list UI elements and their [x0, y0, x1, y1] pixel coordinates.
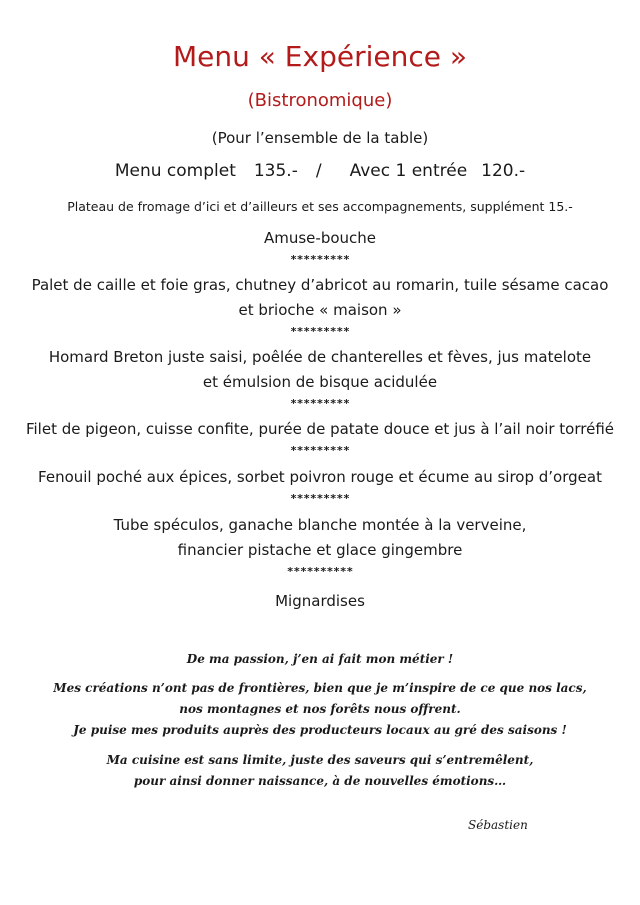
course-dessert-line1: Tube spéculos, ganache blanche montée à la verveine,	[113, 516, 527, 534]
table-note: (Pour l’ensemble de la table)	[211, 129, 429, 147]
quote-line: nos montagnes et nos forêts nous offrent.	[179, 702, 461, 716]
quote-line: pour ainsi donner naissance, à de nouvelles émotions…	[133, 774, 507, 788]
course-quail-foie-gras-line2: et brioche « maison »	[238, 301, 402, 319]
course-amuse-bouche: Amuse-bouche	[263, 229, 377, 247]
chef-signature: Sébastien	[468, 818, 528, 832]
course-separator: **********	[286, 565, 354, 578]
cheese-supplement: Plateau de fromage d’ici et d’ailleurs et ses accompagnements, supplément 15.-	[67, 199, 573, 214]
price-one-starter: 120.-	[481, 161, 526, 181]
course-lobster-line1: Homard Breton juste saisi, poêlée de chanterelles et fèves, jus matelote	[48, 348, 592, 366]
course-lobster-line2: et émulsion de bisque acidulée	[202, 373, 438, 391]
course-separator: *********	[290, 492, 350, 505]
price-line	[0, 161, 640, 181]
quote-line: Je puise mes produits auprès des producteurs locaux au gré des saisons !	[73, 723, 567, 737]
course-separator: *********	[290, 325, 350, 338]
price-one-starter-label: Avec 1 entrée	[349, 161, 468, 181]
price-full: 135.-	[253, 161, 298, 181]
course-fennel: Fenouil poché aux épices, sorbet poivron rouge et écume au sirop d’orgeat	[38, 468, 602, 486]
course-mignardises: Mignardises	[275, 592, 365, 610]
course-separator: *********	[290, 444, 350, 457]
menu-subtitle: (Bistronomique)	[247, 90, 393, 111]
price-full-label: Menu complet	[114, 161, 236, 181]
quote-line: De ma passion, j’en ai fait mon métier !	[186, 652, 454, 666]
course-separator: *********	[290, 253, 350, 266]
price-separator: /	[315, 161, 322, 181]
course-dessert-line2: financier pistache et glace gingembre	[177, 541, 463, 559]
quote-line: Ma cuisine est sans limite, juste des saveurs qui s’entremêlent,	[106, 753, 534, 767]
course-quail-foie-gras-line1: Palet de caille et foie gras, chutney d’abricot au romarin, tuile sésame cacao	[31, 276, 609, 294]
course-separator: *********	[290, 397, 350, 410]
course-pigeon: Filet de pigeon, cuisse confite, purée de patate douce et jus à l’ail noir torréfié	[25, 420, 615, 438]
menu-title: Menu « Expérience »	[173, 40, 467, 73]
quote-line: Mes créations n’ont pas de frontières, bien que je m’inspire de ce que nos lacs,	[53, 681, 587, 695]
